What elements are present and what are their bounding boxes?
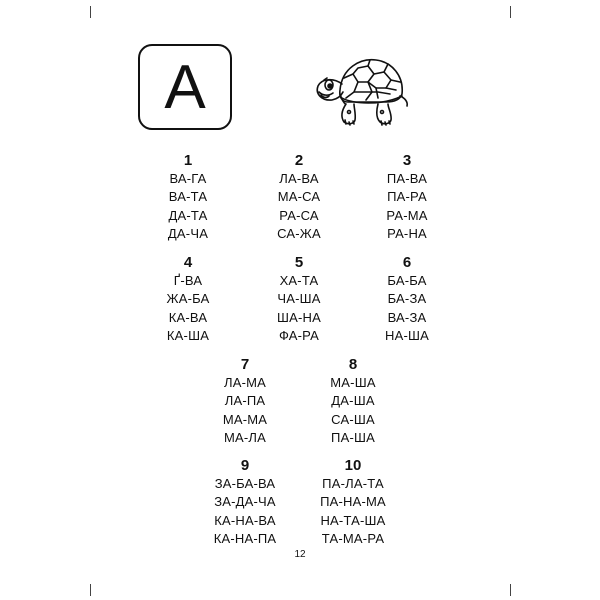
syllable-word: НА-ША [385,327,429,343]
syllable-word: ДА-ЧА [167,225,209,241]
syllable-word: КА-НА-ПА [213,530,277,546]
group-number: 3 [402,152,412,169]
syllable-group-5 [244,254,354,345]
syllable-word: БА-БА [387,273,427,288]
syllable-word: ПА-ВА [386,171,428,186]
crop-mark [90,584,91,596]
syllable-word: ША-НА [277,309,321,325]
syllable-word: МА-МА [222,411,268,427]
syllable-word: ЛА-МА [223,375,267,390]
syllable-group-9 [190,457,300,548]
syllable-group-7 [190,356,300,447]
syllable-word: СА-ЖА [277,225,321,241]
syllable-word: МА-ЛА [223,429,267,445]
syllable-group-10 [298,457,408,548]
syllable-word: ДА-ША [331,393,375,409]
syllable-word: РА-МА [386,207,428,223]
syllable-word: ДА-ТА [168,207,208,223]
syllable-word: КА-ША [166,327,210,343]
letter-glyph: А [164,53,206,122]
syllable-word: РА-СА [279,207,319,223]
crop-mark [510,584,511,596]
syllable-word: МА-СА [277,189,321,205]
syllable-word: ВА-ЗА [387,309,427,325]
crop-mark [510,6,511,18]
syllable-word: ЧА-ША [277,291,321,307]
syllable-word: МА-ША [330,375,376,390]
syllable-word: ВА-ГА [169,171,207,186]
turtle-icon [312,54,410,130]
syllable-word: ЛА-ВА [279,171,319,186]
syllable-group-1 [133,152,243,243]
group-number: 1 [183,152,193,169]
syllable-word: СА-ША [331,411,375,427]
syllable-word: КА-НА-ВА [214,512,276,528]
syllable-word: ЗА-ДА-ЧА [214,494,276,510]
group-number: 10 [344,457,362,474]
syllable-word: ПА-РА [387,189,427,205]
syllable-word: КА-ВА [168,309,208,325]
crop-mark [90,6,91,18]
syllable-word: ЗА-БА-ВА [214,476,276,491]
group-number: 8 [348,356,358,373]
syllable-group-3 [352,152,462,243]
syllable-word: ПА-НА-МА [320,494,386,510]
group-number: 9 [240,457,250,474]
syllable-group-4 [133,254,243,345]
syllable-word: ФА-РА [278,327,320,343]
syllable-group-8 [298,356,408,447]
syllable-word: ЖА-БА [166,291,210,307]
syllable-word: ХА-ТА [279,273,319,288]
syllable-word: ЛА-ПА [224,393,266,409]
group-number: 6 [402,254,412,271]
syllable-word: БА-ЗА [387,291,427,307]
syllable-word: РА-НА [387,225,427,241]
syllable-word: ВА-ТА [168,189,208,205]
syllable-group-2 [244,152,354,243]
group-number: 5 [294,254,304,271]
syllable-group-6 [352,254,462,345]
syllable-word: ТА-МА-РА [321,530,385,546]
page-number: 12 [294,549,306,560]
syllable-word: ПА-ЛА-ТА [322,476,384,491]
group-number: 2 [294,152,304,169]
syllable-word: НА-ТА-ША [320,512,386,528]
syllable-word: Ґ-ВА [173,273,203,288]
syllable-word: ПА-ША [331,429,375,445]
group-number: 4 [183,254,193,271]
letter-card [138,44,232,130]
group-number: 7 [240,356,250,373]
